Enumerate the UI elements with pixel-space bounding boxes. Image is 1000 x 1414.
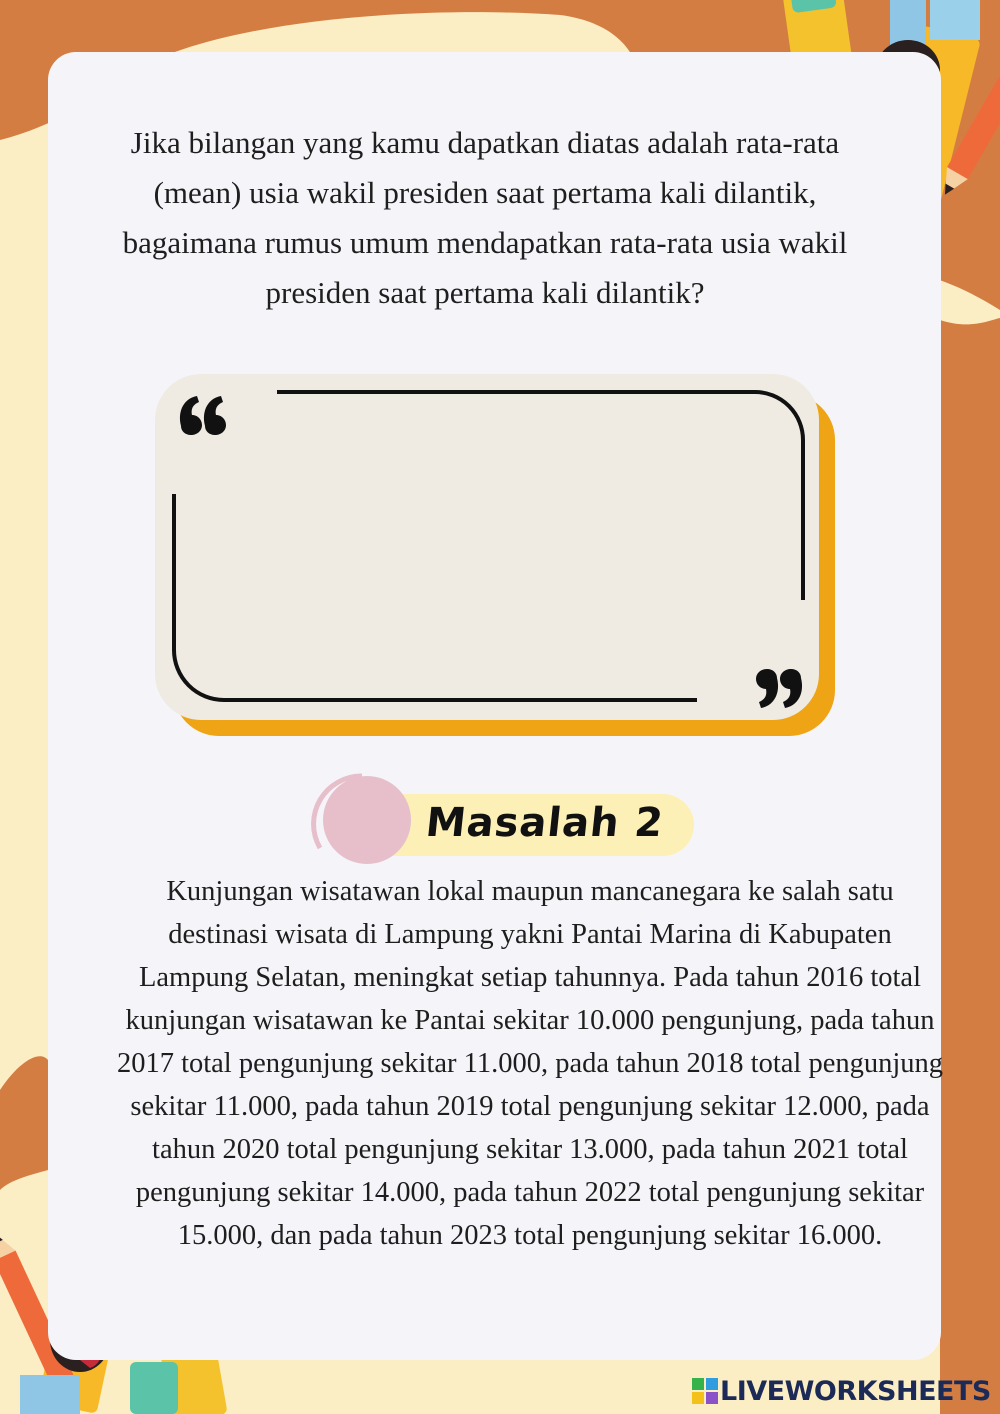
brand-name: LIVEWORKSHEETS	[720, 1375, 991, 1407]
answer-input[interactable]	[195, 430, 789, 679]
problem-text: Kunjungan wisatawan lokal maupun mancanegara ke salah satu destinasi wisata di Lampung yakni Pantai Marina di Kabupaten Lampung Selatan, meningkat setiap tahunnya. Pada tahun 2016 total kunjungan wisatawan ke Pantai sekitar 10.000 pengunjung, pada tahun 2017 total pengunjung sekitar 11.000, pada tahun 2018 total pengunjung sekitar 11.000, pada tahun 2019 total pengunjung sekitar 12.000, pada tahun 2020 total pengunjung sekitar 13.000, pada tahun 2021 total pengunjung sekitar 14.000, pada tahun 2022 total pengunjung sekitar 15.000, dan pada tahun 2023 total pengunjung sekitar 16.000.	[116, 876, 944, 1251]
section-title: Masalah 2	[423, 800, 666, 846]
heading-circle	[323, 776, 411, 864]
question-text: Jika bilangan yang kamu dapatkan diatas adalah rata-rata (mean) usia wakil presiden saat pertama kali dilantik, bagaimana rumus umum mendapatkan rata-rata usia wakil presiden saat pertama kali dilantik?	[122, 125, 848, 310]
liveworksheets-logo-icon	[692, 1378, 718, 1404]
liveworksheets-brand	[692, 1373, 991, 1409]
